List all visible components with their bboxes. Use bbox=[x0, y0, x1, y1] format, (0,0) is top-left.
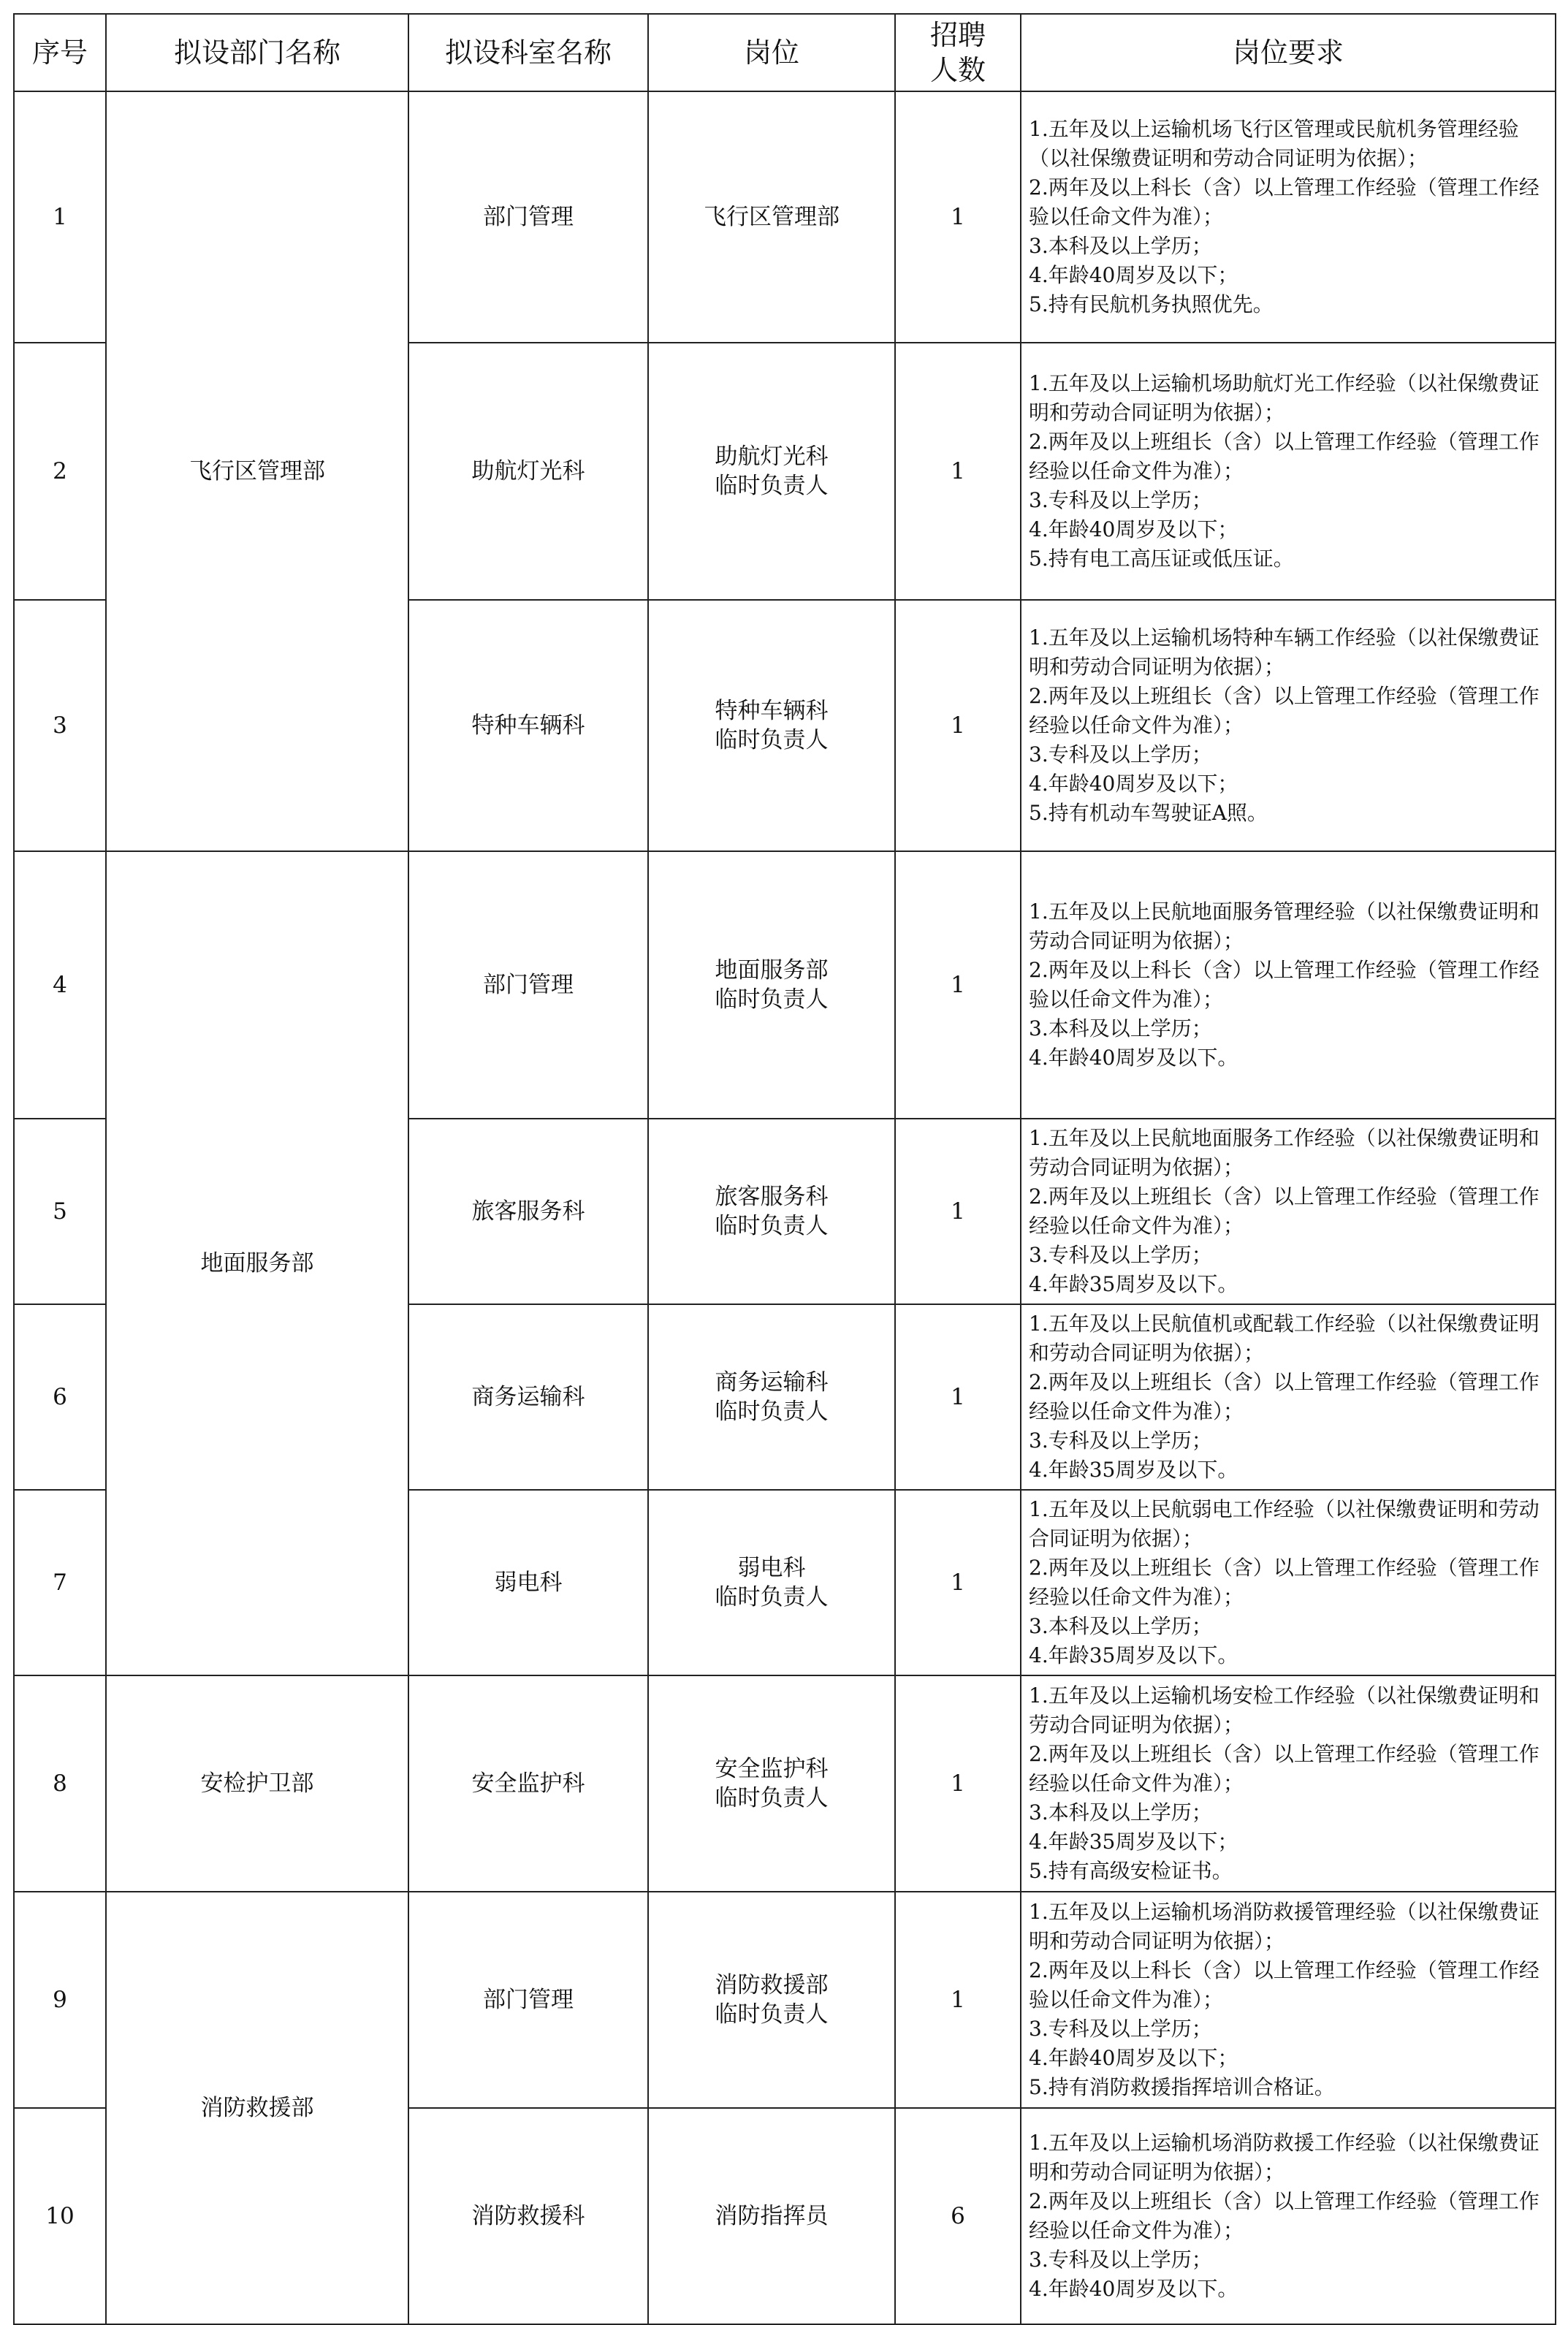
cell-post-line2: 临时负责人 bbox=[715, 2001, 829, 2028]
requirement-line: 4.年龄40周岁及以下； bbox=[1029, 772, 1238, 796]
requirement-line: 5.持有电工高压证或低压证。 bbox=[1029, 547, 1294, 571]
header-office: 拟设科室名称 bbox=[408, 14, 648, 91]
table-row bbox=[14, 1675, 1556, 1892]
requirement-line: 1.五年及以上运输机场安检工作经验（以社保缴费证明和劳动合同证明为依据）； bbox=[1029, 1683, 1540, 1737]
cell-post-line1: 弱电科 bbox=[737, 1555, 806, 1581]
cell-seq: 1 bbox=[14, 91, 106, 343]
cell-requirements bbox=[1021, 343, 1556, 600]
cell-seq: 10 bbox=[14, 2108, 106, 2324]
cell-post-line1: 商务运输科 bbox=[715, 1369, 829, 1396]
requirement-line: 3.本科及以上学历； bbox=[1029, 234, 1212, 258]
cell-post bbox=[648, 2108, 895, 2324]
cell-office: 安全监护科 bbox=[408, 1675, 648, 1892]
cell-requirements bbox=[1021, 2108, 1556, 2324]
requirement-line: 3.本科及以上学历； bbox=[1029, 1614, 1212, 1638]
requirement-line: 5.持有消防救援指挥培训合格证。 bbox=[1029, 2075, 1335, 2099]
cell-count: 1 bbox=[895, 1892, 1021, 2108]
requirement-line: 3.专科及以上学历； bbox=[1029, 2017, 1212, 2041]
requirement-line: 3.本科及以上学历； bbox=[1029, 1016, 1212, 1040]
cell-requirements bbox=[1021, 1119, 1556, 1304]
cell-seq: 2 bbox=[14, 343, 106, 600]
cell-seq: 9 bbox=[14, 1892, 106, 2108]
cell-seq: 6 bbox=[14, 1304, 106, 1490]
cell-dept: 地面服务部 bbox=[106, 851, 408, 1675]
cell-post bbox=[648, 851, 895, 1119]
requirement-line: 3.专科及以上学历； bbox=[1029, 742, 1212, 766]
cell-dept: 安检护卫部 bbox=[106, 1675, 408, 1892]
cell-seq: 3 bbox=[14, 600, 106, 851]
cell-requirements bbox=[1021, 91, 1556, 343]
header-count-line2: 人数 bbox=[929, 54, 986, 86]
requirement-line: 2.两年及以上班组长（含）以上管理工作经验（管理工作经验以任命文件为准）； bbox=[1029, 2189, 1540, 2242]
cell-office: 商务运输科 bbox=[408, 1304, 648, 1490]
cell-post-line1: 旅客服务科 bbox=[715, 1184, 829, 1210]
cell-dept: 飞行区管理部 bbox=[106, 91, 408, 851]
requirement-line: 4.年龄35周岁及以下。 bbox=[1029, 1643, 1238, 1667]
requirement-line: 4.年龄40周岁及以下； bbox=[1029, 263, 1238, 287]
header-post: 岗位 bbox=[648, 14, 895, 91]
requirement-line: 4.年龄35周岁及以下； bbox=[1029, 1830, 1238, 1854]
cell-post bbox=[648, 1304, 895, 1490]
requirement-line: 5.持有民航机务执照优先。 bbox=[1029, 292, 1274, 316]
cell-office: 部门管理 bbox=[408, 91, 648, 343]
requirement-line: 3.专科及以上学历； bbox=[1029, 488, 1212, 512]
cell-post-line2: 临时负责人 bbox=[715, 986, 829, 1013]
requirement-line: 1.五年及以上民航值机或配载工作经验（以社保缴费证明和劳动合同证明为依据）； bbox=[1029, 1312, 1540, 1365]
cell-post-line1: 消防指挥员 bbox=[715, 2203, 829, 2229]
cell-requirements bbox=[1021, 1304, 1556, 1490]
cell-count: 1 bbox=[895, 851, 1021, 1119]
cell-post-line1: 助航灯光科 bbox=[715, 444, 829, 470]
cell-office: 部门管理 bbox=[408, 1892, 648, 2108]
requirement-line: 2.两年及以上科长（含）以上管理工作经验（管理工作经验以任命文件为准）； bbox=[1029, 1958, 1540, 2012]
cell-office: 特种车辆科 bbox=[408, 600, 648, 851]
requirement-line: 2.两年及以上班组长（含）以上管理工作经验（管理工作经验以任命文件为准）； bbox=[1029, 1742, 1540, 1795]
requirement-line: 1.五年及以上运输机场消防救援管理经验（以社保缴费证明和劳动合同证明为依据）； bbox=[1029, 1900, 1540, 1953]
requirement-line: 3.专科及以上学历； bbox=[1029, 1428, 1212, 1453]
cell-post-line1: 飞行区管理部 bbox=[704, 204, 840, 230]
cell-post-line1: 安全监护科 bbox=[715, 1756, 829, 1782]
requirement-line: 1.五年及以上运输机场飞行区管理或民航机务管理经验（以社保缴费证明和劳动合同证明为依据）； bbox=[1029, 117, 1519, 170]
cell-requirements bbox=[1021, 851, 1556, 1119]
requirement-line: 4.年龄40周岁及以下； bbox=[1029, 517, 1238, 541]
cell-requirements bbox=[1021, 600, 1556, 851]
header-seq: 序号 bbox=[14, 14, 106, 91]
cell-post bbox=[648, 600, 895, 851]
requirement-line: 1.五年及以上运输机场助航灯光工作经验（以社保缴费证明和劳动合同证明为依据）； bbox=[1029, 371, 1540, 425]
requirement-line: 3.专科及以上学历； bbox=[1029, 2248, 1212, 2272]
requirement-line: 2.两年及以上班组长（含）以上管理工作经验（管理工作经验以任命文件为准）； bbox=[1029, 1370, 1540, 1423]
requirement-line: 3.本科及以上学历； bbox=[1029, 1800, 1212, 1824]
cell-post bbox=[648, 1675, 895, 1892]
cell-count: 1 bbox=[895, 1304, 1021, 1490]
cell-post-line2: 临时负责人 bbox=[715, 1785, 829, 1811]
requirement-line: 1.五年及以上民航地面服务管理经验（以社保缴费证明和劳动合同证明为依据）； bbox=[1029, 899, 1540, 953]
cell-count: 1 bbox=[895, 1119, 1021, 1304]
cell-requirements bbox=[1021, 1892, 1556, 2108]
cell-post bbox=[648, 1119, 895, 1304]
cell-post-line2: 临时负责人 bbox=[715, 1399, 829, 1425]
requirement-line: 1.五年及以上民航地面服务工作经验（以社保缴费证明和劳动合同证明为依据）； bbox=[1029, 1126, 1540, 1179]
cell-count: 6 bbox=[895, 2108, 1021, 2324]
requirement-line: 5.持有机动车驾驶证A照。 bbox=[1029, 801, 1268, 825]
table-row bbox=[14, 1892, 1556, 2108]
cell-seq: 8 bbox=[14, 1675, 106, 1892]
cell-seq: 5 bbox=[14, 1119, 106, 1304]
cell-post-line2: 临时负责人 bbox=[715, 1213, 829, 1239]
requirement-line: 4.年龄40周岁及以下。 bbox=[1029, 1046, 1238, 1070]
cell-seq: 4 bbox=[14, 851, 106, 1119]
cell-post-line2: 临时负责人 bbox=[715, 727, 829, 753]
recruitment-table bbox=[13, 13, 1556, 2325]
requirement-line: 1.五年及以上民航弱电工作经验（以社保缴费证明和劳动合同证明为依据）； bbox=[1029, 1497, 1540, 1550]
cell-post bbox=[648, 1892, 895, 2108]
cell-office: 部门管理 bbox=[408, 851, 648, 1119]
requirement-line: 4.年龄40周岁及以下。 bbox=[1029, 2277, 1238, 2301]
cell-post bbox=[648, 1490, 895, 1675]
requirement-line: 2.两年及以上班组长（含）以上管理工作经验（管理工作经验以任命文件为准）； bbox=[1029, 1184, 1540, 1238]
header-count bbox=[895, 14, 1021, 91]
cell-office: 消防救援科 bbox=[408, 2108, 648, 2324]
cell-post-line2: 临时负责人 bbox=[715, 1584, 829, 1610]
header-row bbox=[14, 14, 1556, 91]
cell-count: 1 bbox=[895, 343, 1021, 600]
header-count-line1: 招聘 bbox=[929, 19, 986, 51]
requirement-line: 3.专科及以上学历； bbox=[1029, 1243, 1212, 1267]
requirement-line: 5.持有高级安检证书。 bbox=[1029, 1859, 1233, 1883]
table-row bbox=[14, 851, 1556, 1119]
requirement-line: 2.两年及以上班组长（含）以上管理工作经验（管理工作经验以任命文件为准）； bbox=[1029, 1556, 1540, 1609]
header-req: 岗位要求 bbox=[1021, 14, 1556, 91]
cell-office: 助航灯光科 bbox=[408, 343, 648, 600]
requirement-line: 1.五年及以上运输机场特种车辆工作经验（以社保缴费证明和劳动合同证明为依据）； bbox=[1029, 625, 1540, 679]
requirement-line: 4.年龄40周岁及以下； bbox=[1029, 2046, 1238, 2070]
cell-count: 1 bbox=[895, 91, 1021, 343]
cell-post-line1: 特种车辆科 bbox=[715, 698, 829, 724]
cell-count: 1 bbox=[895, 600, 1021, 851]
cell-post bbox=[648, 91, 895, 343]
cell-post-line1: 地面服务部 bbox=[715, 957, 829, 983]
cell-post bbox=[648, 343, 895, 600]
requirement-line: 4.年龄35周岁及以下。 bbox=[1029, 1272, 1238, 1296]
cell-count: 1 bbox=[895, 1490, 1021, 1675]
cell-requirements bbox=[1021, 1675, 1556, 1892]
cell-post-line2: 临时负责人 bbox=[715, 473, 829, 499]
cell-office: 旅客服务科 bbox=[408, 1119, 648, 1304]
cell-post-line1: 消防救援部 bbox=[715, 1972, 829, 1998]
requirement-line: 2.两年及以上班组长（含）以上管理工作经验（管理工作经验以任命文件为准）； bbox=[1029, 684, 1540, 737]
cell-dept: 消防救援部 bbox=[106, 1892, 408, 2324]
table-row bbox=[14, 91, 1556, 343]
requirement-line: 4.年龄35周岁及以下。 bbox=[1029, 1458, 1238, 1482]
cell-count: 1 bbox=[895, 1675, 1021, 1892]
requirement-line: 1.五年及以上运输机场消防救援工作经验（以社保缴费证明和劳动合同证明为依据）； bbox=[1029, 2131, 1540, 2184]
cell-seq: 7 bbox=[14, 1490, 106, 1675]
cell-office: 弱电科 bbox=[408, 1490, 648, 1675]
requirement-line: 2.两年及以上班组长（含）以上管理工作经验（管理工作经验以任命文件为准）； bbox=[1029, 430, 1540, 483]
requirement-line: 2.两年及以上科长（含）以上管理工作经验（管理工作经验以任命文件为准）； bbox=[1029, 175, 1540, 229]
requirement-line: 2.两年及以上科长（含）以上管理工作经验（管理工作经验以任命文件为准）； bbox=[1029, 958, 1540, 1011]
cell-requirements bbox=[1021, 1490, 1556, 1675]
header-dept: 拟设部门名称 bbox=[106, 14, 408, 91]
